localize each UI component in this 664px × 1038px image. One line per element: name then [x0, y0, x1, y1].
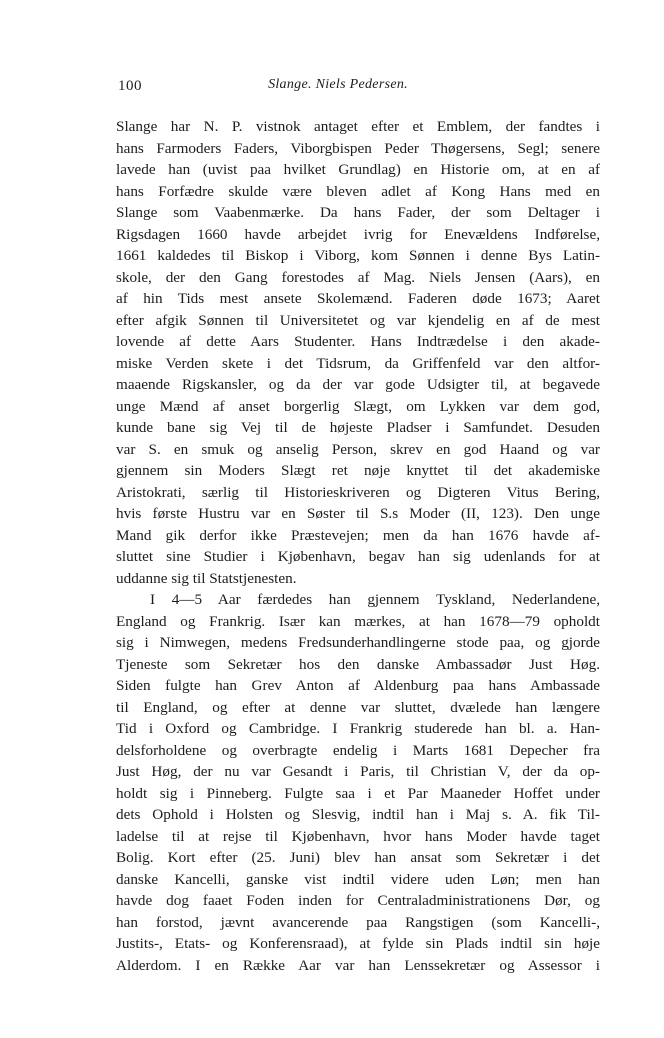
text-line: var S. en smuk og anselig Person, skrev en god Haand og var [116, 440, 600, 458]
text-line: til England, og efter at denne var sluttet, dvælede han længere [116, 698, 600, 716]
text-line: hans Farmoders Faders, Viborgbispen Peder Thøgersens, Segl; senere [116, 139, 600, 157]
text-line: uddanne sig til Statstjenesten. [116, 569, 297, 587]
text-line: kunde bane sig Vej til de højeste Pladser i Samfundet. Desuden [116, 419, 600, 436]
text-line: dets Ophold i Holsten og Slesvig, indtil han i Maj s. A. fik Til- [116, 806, 600, 823]
running-head-text: Slange. Niels Pedersen. [268, 77, 408, 92]
running-head [0, 77, 664, 93]
text-line: holdt sig i Pinneberg. Fulgte saa i et Par Maaneder Hoffet under [116, 784, 600, 802]
text-line: af hin Tids mest ansete Skolemænd. Faderen døde 1673; Aaret [116, 290, 600, 307]
text-line: 1661 kaldedes til Biskop i Viborg, kom Sønnen i denne Bys Latin- [116, 247, 600, 264]
text-line: lovende af dette Aars Studenter. Hans Indtrædelse i den akade- [116, 333, 600, 350]
text-line: skole, der den Gang forestodes af Mag. Niels Jensen (Aars), en [116, 268, 600, 286]
text-line: danske Kancelli, ganske vist indtil videre uden Løn; men han [116, 870, 600, 888]
text-line: miske Verden skete i det Tidsrum, da Griffenfeld var den altfor- [116, 354, 600, 372]
text-line: gjennem sin Moders Slægt ret nøje knyttet til det akademiske [116, 462, 600, 479]
text-line: hvis første Hustru var en Søster til S.s Moder (II, 123). Den unge [116, 505, 600, 522]
text-line: sig i Nimwegen, medens Fredsunderhandlingerne stode paa, og gjorde [116, 634, 600, 651]
text-line: Slange som Vaabenmærke. Da hans Fader, der som Deltager i [116, 204, 600, 221]
text-line: Tjeneste som Sekretær hos den danske Ambassadør Just Høg. [116, 655, 600, 673]
text-line: Slange har N. P. vistnok antaget efter et Emblem, der fandtes i [116, 118, 600, 135]
text-line: Rigsdagen 1660 havde arbejdet ivrig for Enevældens Indførelse, [116, 225, 600, 243]
text-line: han forstod, jævnt avancerende paa Rangstigen (som Kancelli-, [116, 913, 600, 931]
text-line: Mand gik derfor ikke Præstevejen; men da han 1676 havde af- [116, 526, 600, 544]
text-line: ladelse til at rejse til Kjøbenhavn, hvor hans Moder havde taget [116, 827, 600, 845]
text-line: Tid i Oxford og Cambridge. I Frankrig studerede han bl. a. Han- [116, 720, 600, 737]
text-line: hans Forfædre skulde være bleven adlet af Kong Hans med en [116, 182, 600, 200]
text-line: Alderdom. I en Række Aar var han Lenssekretær og Assessor i [116, 956, 600, 974]
paragraph-start-line: I 4—5 Aar færdedes han gjennem Tyskland, Nederlandene, [150, 591, 600, 608]
body-text [116, 116, 600, 976]
page-number: 100 [118, 78, 142, 94]
text-line: sluttet sine Studier i Kjøbenhavn, begav han sig udenlands for at [116, 548, 600, 565]
text-line: maaende Rigskansler, og da der var gode Udsigter til, at begavede [116, 376, 600, 393]
text-line: Aristokrati, særlig til Historieskriveren og Digteren Vitus Bering, [116, 483, 600, 501]
text-line: Bolig. Kort efter (25. Juni) blev han ansat som Sekretær i det [116, 849, 600, 866]
text-line: Siden fulgte han Grev Anton af Aldenburg paa hans Ambassade [116, 677, 600, 694]
text-line: lavede han (uvist paa hvilket Grundlag) en Historie om, at en af [116, 161, 600, 178]
text-line: efter afgik Sønnen til Universitetet og var kjendelig en af de mest [116, 311, 600, 329]
text-line: Just Høg, der nu var Gesandt i Paris, til Christian V, der da op- [116, 763, 600, 780]
text-line: Justits-, Etats- og Konferensraad), at fylde sin Plads indtil sin høje [116, 935, 600, 952]
text-line: delsforholdene og overbragte endelig i Marts 1681 Depecher fra [116, 741, 600, 759]
text-line: havde dog faaet Foden inden for Centraladministrationens Dør, og [116, 892, 600, 909]
text-line: unge Mænd af anset borgerlig Slægt, om Lykken var dem god, [116, 397, 600, 415]
text-line: England og Frankrig. Især kan mærkes, at han 1678—79 opholdt [116, 612, 600, 630]
